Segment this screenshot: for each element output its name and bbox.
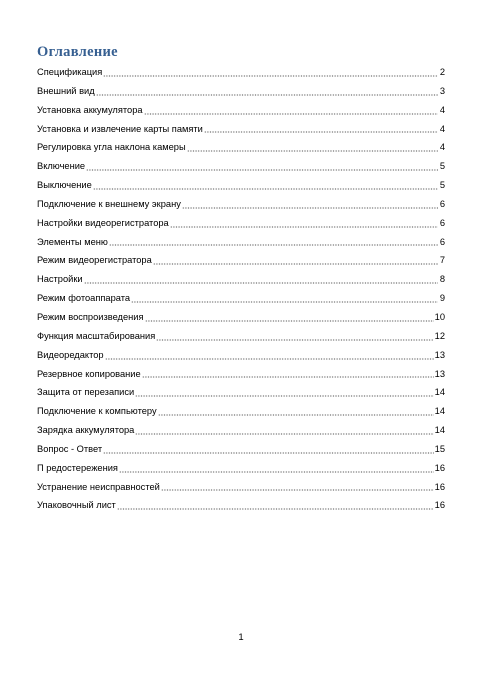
toc-dot-leader	[103, 67, 438, 77]
toc-entry[interactable]	[37, 233, 445, 252]
toc-entry-label: Регулировка угла наклона камеры	[37, 142, 186, 153]
toc-entry-label: Зарядка аккумулятора	[37, 425, 135, 436]
toc-dot-leader	[105, 350, 434, 360]
toc-entry-page-number: 9	[439, 293, 445, 304]
toc-entry[interactable]	[37, 120, 445, 139]
toc-entry[interactable]	[37, 82, 445, 101]
toc-dot-leader	[158, 406, 434, 416]
toc-dot-leader	[182, 199, 438, 209]
page-number: 1	[238, 632, 244, 643]
toc-entry-label: Настройки видеорегистратора	[37, 217, 169, 228]
toc-entry-page-number: 16	[434, 481, 445, 492]
toc-dot-leader	[117, 500, 434, 510]
toc-dot-leader	[204, 123, 438, 133]
toc-dot-leader	[170, 218, 438, 228]
toc-entry[interactable]	[37, 478, 445, 497]
toc-title: Оглавление	[37, 44, 118, 60]
toc-entry-page-number: 16	[434, 500, 445, 511]
toc-entry-label: Защита от перезаписи	[37, 387, 135, 398]
toc-entry[interactable]	[37, 251, 445, 270]
toc-entry-page-number: 14	[434, 387, 445, 398]
toc-entry-label: Выключение	[37, 180, 92, 191]
toc-dot-leader	[135, 425, 433, 435]
toc-dot-leader	[161, 481, 434, 491]
toc-dot-leader	[153, 255, 438, 265]
toc-entry-page-number: 4	[439, 104, 445, 115]
toc-entry[interactable]	[37, 440, 445, 459]
toc-entry-label: Упаковочный лист	[37, 500, 116, 511]
toc-entry-label: Настройки	[37, 274, 83, 285]
toc-entry-label: Устранение неисправностей	[37, 481, 160, 492]
toc-entry-label: Включение	[37, 161, 86, 172]
toc-entry-page-number: 3	[439, 85, 445, 96]
toc-entry-label: Установка и извлечение карты памяти	[37, 123, 203, 134]
toc-entry-page-number: 6	[439, 236, 445, 247]
toc-entry[interactable]	[37, 365, 445, 384]
toc-entry[interactable]	[37, 308, 445, 327]
toc-entry[interactable]	[37, 176, 445, 195]
toc-dot-leader	[144, 105, 438, 115]
toc-entry[interactable]	[37, 496, 445, 515]
toc-entry-label: Подключение к компьютеру	[37, 406, 157, 417]
toc-dot-leader	[145, 312, 434, 322]
toc-entry[interactable]	[37, 459, 445, 478]
toc-entry-label: Спецификация	[37, 67, 103, 77]
toc-entry-page-number: 14	[434, 406, 445, 417]
toc-dot-leader	[156, 331, 433, 341]
toc-dot-leader	[131, 293, 438, 303]
toc-entry-page-number: 8	[439, 274, 445, 285]
toc-entry[interactable]	[37, 157, 445, 176]
toc-entry-page-number: 4	[439, 123, 445, 134]
toc-entry-label: Видеоредактор	[37, 349, 104, 360]
toc-entry-label: Внешний вид	[37, 85, 95, 96]
toc-entry[interactable]	[37, 270, 445, 289]
toc-entry-page-number: 6	[439, 198, 445, 209]
toc-entry-page-number: 13	[434, 349, 445, 360]
toc-entry[interactable]	[37, 138, 445, 157]
toc-entry-label: Режим видеорегистратора	[37, 255, 152, 266]
toc-entry-label: Установка аккумулятора	[37, 104, 143, 115]
toc-dot-leader	[119, 463, 434, 473]
toc-entry-label: Вопрос - Ответ	[37, 443, 103, 454]
toc-entry[interactable]	[37, 214, 445, 233]
toc-entry-page-number: 16	[434, 462, 445, 473]
toc-dot-leader	[109, 236, 438, 246]
toc-dot-leader	[135, 387, 433, 397]
toc-dot-leader	[96, 86, 438, 96]
toc-entry-label: Режим воспроизведения	[37, 311, 144, 322]
toc-entry-page-number: 5	[439, 180, 445, 191]
toc-entry-page-number: 15	[434, 443, 445, 454]
toc-dot-leader	[142, 368, 434, 378]
toc-dot-leader	[103, 444, 434, 454]
toc-list	[37, 63, 445, 515]
toc-entry-label: П редостережения	[37, 462, 118, 473]
toc-entry-page-number: 2	[439, 67, 445, 77]
toc-dot-leader	[84, 274, 438, 284]
toc-entry[interactable]	[37, 101, 445, 120]
toc-entry-page-number: 5	[439, 161, 445, 172]
toc-entry-label: Резервное копирование	[37, 368, 141, 379]
toc-entry[interactable]	[37, 421, 445, 440]
toc-dot-leader	[93, 180, 438, 190]
toc-entry-label: Элементы меню	[37, 236, 108, 247]
toc-entry[interactable]	[37, 402, 445, 421]
toc-entry[interactable]	[37, 195, 445, 214]
toc-entry[interactable]	[37, 383, 445, 402]
toc-entry-label: Функция масштабирования	[37, 330, 156, 341]
toc-dot-leader	[86, 161, 438, 171]
toc-entry-page-number: 7	[439, 255, 445, 266]
toc-entry-page-number: 6	[439, 217, 445, 228]
toc-entry[interactable]	[37, 289, 445, 308]
toc-entry-page-number: 10	[434, 311, 445, 322]
toc-entry-label: Режим фотоаппарата	[37, 293, 131, 304]
toc-entry[interactable]	[37, 63, 445, 82]
toc-entry-label: Подключение к внешнему экрану	[37, 198, 181, 209]
toc-dot-leader	[187, 142, 438, 152]
toc-entry[interactable]	[37, 346, 445, 365]
toc-entry[interactable]	[37, 327, 445, 346]
toc-entry-page-number: 4	[439, 142, 445, 153]
toc-entry-page-number: 13	[434, 368, 445, 379]
toc-entry-page-number: 12	[434, 330, 445, 341]
toc-entry-page-number: 14	[434, 425, 445, 436]
